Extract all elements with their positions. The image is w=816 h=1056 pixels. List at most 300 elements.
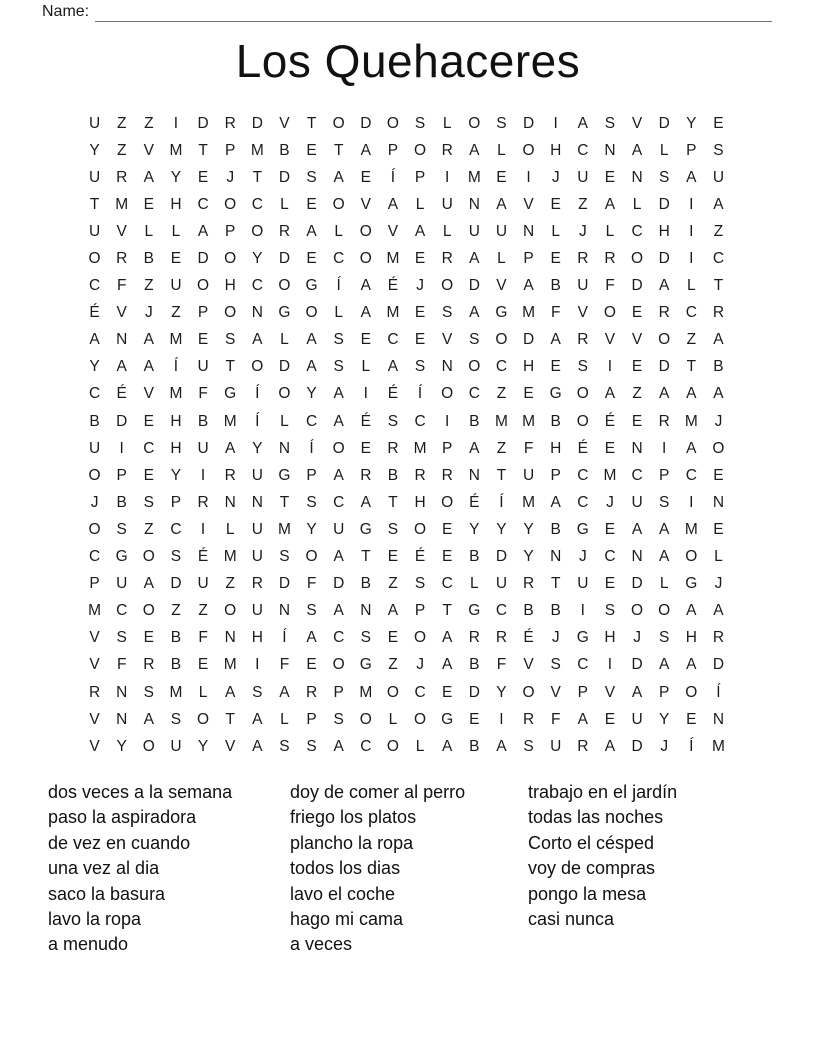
grid-cell: D [278, 250, 291, 268]
grid-cell: S [414, 358, 426, 376]
grid-cell: M [603, 466, 617, 484]
grid-cell: C [414, 412, 426, 430]
grid-cell: E [631, 358, 643, 376]
grid-cell: S [550, 656, 561, 674]
grid-cell: O [414, 520, 427, 538]
grid-cell: C [604, 548, 616, 566]
grid-cell: E [442, 683, 453, 701]
grid-cell: L [198, 683, 208, 701]
grid-cell: L [442, 222, 452, 240]
grid-cell: S [252, 683, 263, 701]
grid-cell: O [712, 439, 725, 457]
grid-cell: O [224, 602, 237, 620]
grid-cell: O [441, 277, 454, 295]
grid-cell: C [305, 412, 318, 430]
grid-cell: O [386, 114, 399, 132]
grid-cell: L [442, 114, 452, 132]
grid-cell: É [604, 412, 616, 430]
grid-cell: L [334, 304, 343, 322]
grid-cell: T [713, 277, 724, 295]
grid-cell: E [387, 548, 399, 566]
grid-cell: P [659, 683, 670, 701]
grid-cell: N [550, 548, 562, 566]
grid-cell: B [143, 250, 154, 268]
grid-cell: A [469, 250, 480, 268]
grid-cell: M [522, 493, 536, 511]
grid-cell: E [306, 141, 317, 159]
grid-cell: C [197, 195, 209, 213]
grid-cell: M [684, 520, 698, 538]
grid-cell: V [631, 114, 643, 132]
grid-cell: C [387, 331, 399, 349]
grid-cell: A [333, 412, 344, 430]
grid-cell: N [441, 358, 453, 376]
grid-cell: C [577, 466, 589, 484]
grid-cell: D [522, 331, 535, 349]
grid-cell: A [333, 602, 344, 620]
grid-cell: F [550, 710, 561, 728]
grid-cell: R [658, 412, 670, 430]
grid-cell: R [224, 114, 236, 132]
grid-cell: P [523, 250, 534, 268]
grid-cell: S [360, 629, 371, 647]
grid-cell: E [713, 114, 724, 132]
grid-cell: A [442, 737, 453, 755]
grid-cell: U [712, 168, 725, 186]
grid-cell: J [551, 168, 560, 186]
grid-cell: O [278, 277, 291, 295]
grid-cell: M [413, 439, 427, 457]
grid-cell: S [116, 629, 127, 647]
grid-cell: G [468, 602, 481, 620]
grid-cell: Í [689, 737, 694, 755]
grid-cell: V [360, 195, 371, 213]
grid-cell: R [116, 168, 128, 186]
grid-cell: S [170, 548, 182, 566]
grid-cell: E [604, 439, 616, 457]
grid-cell: S [333, 710, 344, 728]
grid-cell: S [604, 114, 616, 132]
grid-cell: O [224, 250, 237, 268]
grid-cell: C [251, 195, 263, 213]
word-list-item: de vez en cuando [48, 832, 191, 853]
grid-cell: B [89, 412, 100, 430]
grid-cell: O [88, 520, 101, 538]
grid-cell: L [632, 195, 642, 213]
grid-cell: Y [306, 520, 317, 538]
grid-cell: Í [336, 277, 341, 295]
grid-cell: L [415, 737, 425, 755]
grid-cell: R [712, 304, 725, 322]
grid-cell: E [306, 195, 317, 213]
grid-cell: Y [496, 683, 507, 701]
grid-cell: S [604, 602, 616, 620]
grid-cell: Z [116, 141, 127, 159]
grid-cell: R [604, 250, 616, 268]
grid-cell: C [631, 222, 643, 240]
grid-cell: O [332, 656, 345, 674]
grid-cell: A [686, 385, 697, 403]
grid-cell: U [441, 195, 453, 213]
grid-cell: C [441, 575, 453, 593]
grid-cell: A [279, 683, 290, 701]
grid-cell: S [225, 331, 236, 349]
grid-cell: J [144, 304, 153, 322]
grid-cell: G [224, 385, 237, 403]
grid-cell: E [631, 304, 643, 322]
grid-cell: A [143, 331, 154, 349]
grid-cell: I [607, 656, 613, 674]
grid-cell: Z [686, 331, 697, 349]
grid-cell: C [577, 656, 589, 674]
grid-cell: A [333, 466, 344, 484]
grid-cell: O [197, 277, 210, 295]
grid-cell: A [631, 683, 643, 701]
grid-cell: A [414, 222, 426, 240]
grid-cell: S [713, 141, 724, 159]
grid-cell: L [415, 195, 425, 213]
grid-cell: E [713, 466, 724, 484]
grid-cell: D [658, 358, 670, 376]
grid-cell: E [713, 520, 724, 538]
grid-cell: S [387, 520, 399, 538]
grid-cell: T [279, 493, 290, 511]
word-list-item: paso la aspiradora [48, 807, 197, 828]
grid-cell: S [659, 168, 670, 186]
grid-cell: Í [173, 358, 179, 376]
grid-cell: A [550, 331, 561, 349]
grid-cell: V [496, 277, 507, 295]
grid-cell: N [224, 629, 236, 647]
grid-cell: E [143, 629, 154, 647]
grid-cell: A [333, 737, 344, 755]
grid-cell: U [468, 222, 480, 240]
grid-cell: P [442, 439, 453, 457]
grid-cell: R [712, 629, 725, 647]
grid-cell: Z [171, 602, 181, 620]
grid-cell: Y [252, 439, 263, 457]
grid-cell: C [116, 602, 128, 620]
grid-cell: B [523, 602, 534, 620]
grid-cell: S [414, 114, 426, 132]
grid-cell: D [631, 575, 643, 593]
grid-cell: V [523, 195, 534, 213]
grid-cell: L [171, 222, 181, 240]
grid-cell: A [577, 710, 588, 728]
grid-cell: L [551, 222, 560, 240]
grid-cell: J [606, 493, 614, 511]
grid-cell: M [169, 385, 183, 403]
word-list [48, 780, 778, 958]
grid-cell: E [197, 656, 209, 674]
grid-cell: H [550, 439, 562, 457]
grid-cell: C [360, 737, 372, 755]
grid-cell: N [712, 493, 725, 511]
grid-cell: Y [659, 710, 670, 728]
grid-cell: T [361, 548, 371, 566]
grid-cell: F [523, 439, 534, 457]
grid-cell: C [577, 493, 589, 511]
grid-cell: T [496, 466, 507, 484]
grid-cell: C [577, 141, 589, 159]
word-list-item: lavo el coche [290, 883, 396, 904]
grid-cell: T [388, 493, 398, 511]
grid-cell: U [550, 737, 562, 755]
grid-cell: D [197, 114, 209, 132]
grid-cell: C [414, 683, 426, 701]
grid-cell: M [359, 683, 373, 701]
grid-cell: O [522, 683, 535, 701]
grid-cell: Y [686, 114, 697, 132]
grid-cell: A [306, 331, 317, 349]
grid-cell: G [305, 277, 318, 295]
grid-cell: D [468, 277, 480, 295]
grid-cell: E [414, 331, 426, 349]
grid-cell: Y [523, 548, 534, 566]
grid-cell: A [252, 331, 263, 349]
word-list-item: dos veces a la semana [48, 782, 233, 802]
grid-cell: B [170, 629, 182, 647]
grid-cell: T [550, 575, 561, 593]
grid-cell: M [277, 520, 291, 538]
grid-cell: O [88, 466, 101, 484]
grid-cell: O [251, 358, 264, 376]
grid-cell: O [522, 141, 535, 159]
grid-cell: Í [309, 439, 314, 457]
grid-cell: A [306, 222, 317, 240]
grid-cell: L [361, 358, 371, 376]
grid-cell: U [88, 222, 101, 240]
grid-cell: Í [282, 629, 287, 647]
grid-cell: A [469, 141, 480, 159]
grid-cell: A [631, 520, 643, 538]
grid-cell: U [333, 520, 345, 538]
grid-cell: P [197, 304, 209, 322]
grid-cell: N [278, 602, 291, 620]
grid-cell: V [442, 331, 453, 349]
grid-cell: N [468, 195, 480, 213]
grid-cell: E [306, 250, 317, 268]
grid-cell: U [197, 358, 209, 376]
grid-cell: U [495, 222, 508, 240]
grid-cell: L [280, 710, 289, 728]
grid-cell: O [414, 141, 427, 159]
grid-cell: C [143, 439, 155, 457]
grid-cell: L [497, 250, 506, 268]
word-list-item: pongo la mesa [528, 883, 647, 904]
grid-cell: P [387, 141, 399, 159]
grid-cell: M [169, 331, 183, 349]
grid-cell: S [496, 114, 507, 132]
grid-cell: I [689, 493, 694, 511]
grid-cell: L [687, 277, 696, 295]
grid-cell: Y [116, 737, 127, 755]
grid-cell: V [577, 304, 588, 322]
grid-cell: Í [390, 168, 396, 186]
grid-cell: U [577, 277, 589, 295]
grid-cell: O [224, 195, 237, 213]
grid-cell: B [387, 466, 399, 484]
grid-cell: R [305, 683, 318, 701]
grid-cell: D [495, 548, 508, 566]
word-list-item: a menudo [48, 934, 129, 955]
grid-cell: E [550, 250, 561, 268]
grid-cell: M [711, 737, 725, 755]
grid-cell: E [550, 358, 561, 376]
grid-cell: F [279, 656, 290, 674]
grid-cell: R [143, 656, 155, 674]
grid-cell: B [550, 602, 561, 620]
grid-cell: O [658, 602, 671, 620]
grid-cell: O [359, 250, 372, 268]
grid-cell: S [306, 168, 317, 186]
grid-cell: A [387, 358, 399, 376]
grid-cell: H [251, 629, 263, 647]
grid-cell: A [360, 304, 371, 322]
word-list-item: todos los dias [290, 858, 401, 879]
grid-cell: I [200, 466, 206, 484]
word-list-item: saco la basura [48, 883, 166, 904]
grid-cell: U [170, 277, 182, 295]
grid-cell: A [225, 683, 236, 701]
grid-cell: Y [469, 520, 480, 538]
grid-cell: U [522, 466, 535, 484]
grid-cell: T [333, 141, 344, 159]
grid-cell: R [116, 250, 128, 268]
grid-cell: A [496, 195, 507, 213]
grid-cell: B [469, 412, 480, 430]
word-list-item: friego los platos [290, 807, 417, 828]
grid-cell: O [576, 412, 589, 430]
grid-cell: V [116, 222, 127, 240]
word-list-column [48, 780, 290, 958]
grid-cell: R [224, 466, 236, 484]
grid-cell: A [686, 168, 697, 186]
grid-cell: B [469, 548, 480, 566]
grid-cell: L [497, 141, 506, 159]
grid-cell: P [306, 710, 317, 728]
grid-cell: O [414, 710, 427, 728]
grid-cell: G [576, 629, 589, 647]
grid-cell: A [604, 385, 616, 403]
grid-cell: H [685, 629, 697, 647]
grid-cell: D [712, 656, 725, 674]
grid-cell: Z [388, 656, 398, 674]
grid-cell: O [142, 548, 155, 566]
word-list-item: doy de comer al perro [290, 782, 466, 802]
grid-cell: R [658, 304, 670, 322]
grid-cell: A [333, 385, 344, 403]
grid-cell: S [523, 737, 534, 755]
grid-cell: U [88, 439, 101, 457]
grid-cell: H [414, 493, 426, 511]
grid-cell: F [116, 656, 127, 674]
grid-cell: I [200, 520, 206, 538]
grid-cell: L [659, 141, 669, 159]
word-list-item: todas las noches [528, 807, 664, 828]
grid-cell: N [468, 466, 480, 484]
grid-cell: V [604, 331, 616, 349]
grid-cell: M [467, 168, 481, 186]
grid-cell: C [333, 493, 345, 511]
grid-cell: F [198, 385, 208, 403]
grid-cell: R [577, 331, 589, 349]
grid-cell: Í [716, 683, 721, 701]
grid-cell: Y [496, 520, 507, 538]
grid-cell: U [577, 168, 589, 186]
grid-cell: C [170, 520, 182, 538]
grid-cell: U [251, 602, 263, 620]
grid-cell: A [577, 114, 588, 132]
grid-cell: G [549, 385, 562, 403]
grid-cell: J [633, 629, 641, 647]
word-list-column [290, 780, 528, 958]
grid-cell: Y [170, 168, 182, 186]
grid-cell: J [416, 656, 424, 674]
grid-cell: D [251, 114, 263, 132]
grid-cell: A [686, 656, 697, 674]
grid-cell: R [387, 439, 399, 457]
word-list-item: Corto el césped [528, 832, 655, 853]
grid-cell: G [441, 710, 454, 728]
grid-cell: R [577, 250, 589, 268]
grid-cell: F [605, 277, 615, 295]
grid-cell: Z [144, 277, 154, 295]
grid-cell: U [631, 710, 643, 728]
grid-cell: R [441, 250, 453, 268]
grid-cell: P [333, 683, 344, 701]
grid-cell: L [470, 575, 479, 593]
grid-cell: O [441, 385, 454, 403]
grid-cell: B [197, 412, 209, 430]
grid-cell: A [604, 737, 616, 755]
grid-cell: P [577, 683, 588, 701]
grid-cell: E [604, 575, 616, 593]
grid-cell: T [686, 358, 697, 376]
grid-cell: O [603, 304, 616, 322]
grid-cell: G [359, 656, 372, 674]
grid-cell: V [631, 331, 643, 349]
grid-cell: N [604, 141, 616, 159]
grid-cell: F [550, 304, 561, 322]
word-search-grid [81, 110, 732, 760]
grid-cell: A [387, 195, 399, 213]
grid-cell: N [116, 683, 128, 701]
grid-cell: A [89, 331, 100, 349]
grid-cell: A [659, 548, 670, 566]
grid-cell: N [631, 548, 643, 566]
grid-cell: B [550, 412, 561, 430]
grid-cell: I [689, 250, 694, 268]
grid-cell: O [468, 358, 481, 376]
grid-cell: Y [523, 520, 534, 538]
grid-cell: É [89, 304, 100, 322]
grid-cell: A [631, 141, 643, 159]
grid-cell: J [714, 575, 723, 593]
grid-cell: T [252, 168, 263, 186]
grid-cell: A [360, 141, 371, 159]
grid-cell: M [386, 250, 400, 268]
grid-cell: B [116, 493, 127, 511]
grid-cell: T [198, 141, 208, 159]
grid-cell: B [469, 737, 480, 755]
grid-cell: V [279, 114, 290, 132]
grid-cell: M [522, 304, 536, 322]
grid-cell: F [306, 575, 317, 593]
grid-cell: A [252, 710, 263, 728]
grid-cell: O [631, 602, 644, 620]
word-list-item: una vez al dia [48, 858, 160, 879]
